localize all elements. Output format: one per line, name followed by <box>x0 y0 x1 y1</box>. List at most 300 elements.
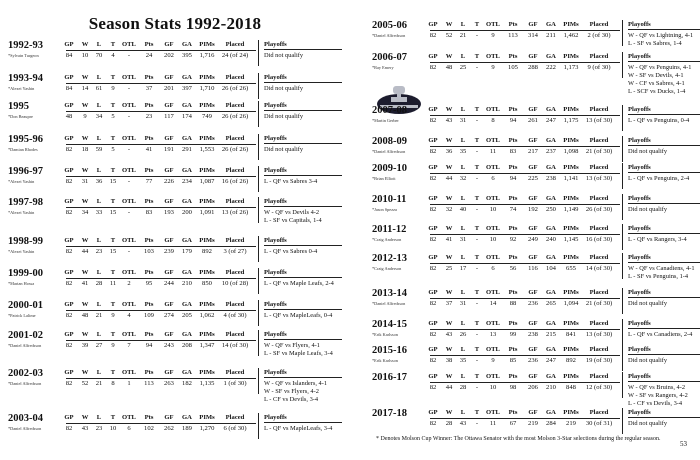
stats-value-cell: 82 <box>429 384 437 391</box>
stats-header-row <box>430 409 620 419</box>
stats-value-cell: 1,145 <box>563 236 579 243</box>
stats-value-cell: 10 <box>489 236 497 243</box>
stats-value-cell: 314 <box>528 32 538 39</box>
stats-value-cell: - <box>127 113 131 120</box>
playoff-result: L - CF vs Devils, 3-4 <box>264 396 319 403</box>
stats-header-cell: L <box>96 167 102 174</box>
stats-value-cell: 21 <box>95 312 103 319</box>
stats-header-cell: OTL <box>486 137 500 144</box>
stats-value-cell: 226 <box>164 178 174 185</box>
stats-header-row <box>430 320 620 330</box>
stats-value-cell: 247 <box>546 357 556 364</box>
stats-header-cell: Placed <box>225 198 245 205</box>
stats-value-cell: 5 <box>111 113 115 120</box>
stats-value-cell: 219 <box>528 420 538 427</box>
stats-value-cell: - <box>475 32 479 39</box>
playoffs-results <box>264 312 348 320</box>
stats-value-cell: 1,141 <box>563 175 579 182</box>
playoffs-header: Playoffs <box>628 164 700 173</box>
stats-value-cell: 9 <box>111 342 115 349</box>
stats-header-cell: Placed <box>589 53 609 60</box>
stats-header-cell: L <box>96 102 102 109</box>
stats-header-cell: Pts <box>508 137 518 144</box>
stats-value-cell: 249 <box>528 236 538 243</box>
stats-value-cell: 14 <box>81 85 89 92</box>
playoff-result: Did not qualify <box>264 52 304 59</box>
stats-header-cell: OTL <box>122 331 136 338</box>
stats-header-cell: GF <box>164 237 174 244</box>
stats-header-cell: L <box>460 53 466 60</box>
column-divider <box>622 288 623 314</box>
column-divider <box>258 40 259 66</box>
stats-header-cell: T <box>110 198 116 205</box>
column-divider <box>258 134 259 160</box>
stats-header-cell: Pts <box>144 167 154 174</box>
stats-value-cell: 82 <box>429 175 437 182</box>
stats-value-cell: 94 <box>509 117 517 124</box>
playoff-result: L - QF vs Rangers, 3-4 <box>628 236 687 243</box>
stats-header-cell: W <box>445 137 453 144</box>
stats-header-cell: L <box>96 135 102 142</box>
stats-header-cell: W <box>445 373 453 380</box>
stats-header-cell: GA <box>546 53 556 60</box>
playoffs-results <box>264 248 348 256</box>
stats-header-cell: W <box>81 237 89 244</box>
playoffs-results <box>628 32 700 48</box>
stats-value-cell: 238 <box>528 331 538 338</box>
stats-header-cell: PIMs <box>199 414 215 421</box>
column-divider <box>622 136 623 162</box>
stats-value-cell: 116 <box>528 265 538 272</box>
stats-value-cell: - <box>475 265 479 272</box>
stats-value-cell: 11 <box>109 280 117 287</box>
season-year: 2011-12 <box>372 224 407 235</box>
stats-header-cell: OTL <box>122 414 136 421</box>
stats-value-cell: - <box>475 420 479 427</box>
stats-value-cell: 61 <box>95 85 103 92</box>
stats-value-cell: 88 <box>509 300 517 307</box>
stats-header-cell: GP <box>64 331 74 338</box>
stats-value-cell: 3 (of 27) <box>223 248 247 255</box>
stats-header-cell: Placed <box>589 137 609 144</box>
stats-header-cell: GP <box>428 346 438 353</box>
stats-header-cell: OTL <box>486 106 500 113</box>
stats-value-cell: 59 <box>95 146 103 153</box>
stats-header-cell: Placed <box>225 237 245 244</box>
stats-value-cell: 262 <box>164 425 174 432</box>
playoffs-results <box>628 265 700 281</box>
stats-header-cell: PIMs <box>199 135 215 142</box>
playoffs-results <box>264 178 348 186</box>
stats-value-cell: 14 (of 30) <box>585 265 613 272</box>
stats-value-cell: 291 <box>182 146 192 153</box>
stats-header-cell: GP <box>428 137 438 144</box>
stats-header-cell: W <box>81 369 89 376</box>
playoff-result: W - QF vs Islanders, 4-1 <box>264 380 328 387</box>
page-number: 53 <box>680 440 687 448</box>
stats-header-row <box>66 414 256 424</box>
stats-header-cell: L <box>460 289 466 296</box>
stats-header-cell: GP <box>64 135 74 142</box>
stats-header-cell: OTL <box>122 237 136 244</box>
stats-header-cell: OTL <box>486 289 500 296</box>
stats-header-cell: PIMs <box>199 301 215 308</box>
stats-header-cell: T <box>110 74 116 81</box>
playoffs-results <box>628 357 700 365</box>
stats-value-cell: 82 <box>429 265 437 272</box>
stats-header-cell: GP <box>428 53 438 60</box>
stats-header-cell: GF <box>164 135 174 142</box>
playoffs-results <box>628 331 700 339</box>
stats-value-cell: 10 <box>81 52 89 59</box>
stats-header-cell: Pts <box>508 289 518 296</box>
stats-header-cell: PIMs <box>563 21 579 28</box>
stats-header-cell: GF <box>164 167 174 174</box>
stats-value-cell: 10 <box>489 206 497 213</box>
column-divider <box>258 413 259 439</box>
stats-header-cell: GA <box>546 21 556 28</box>
stats-value-cell: 52 <box>81 380 89 387</box>
stats-value-cell: 56 <box>509 265 517 272</box>
playoffs-results <box>628 300 700 308</box>
stats-header-cell: W <box>445 225 453 232</box>
stats-header-cell: L <box>460 137 466 144</box>
stats-header-cell: Placed <box>225 414 245 421</box>
stats-header-cell: W <box>445 346 453 353</box>
column-divider <box>258 268 259 294</box>
stats-header-cell: Placed <box>589 164 609 171</box>
footnote: * Denotes Molson Cup Winner: The Ottawa Senator with the most Molson 3-Star selections during the regular season. <box>376 436 661 442</box>
stats-value-cell: 32 <box>445 206 453 213</box>
stats-value-cell: 8 <box>111 380 115 387</box>
stats-header-cell: W <box>445 21 453 28</box>
stats-header-cell: GF <box>528 53 538 60</box>
molson-cup-winner: *Craig Anderson <box>372 237 402 242</box>
stats-value-cell: 48 <box>445 64 453 71</box>
stats-header-cell: GF <box>164 74 174 81</box>
stats-header-cell: W <box>445 164 453 171</box>
stats-value-cell: 1,173 <box>563 64 579 71</box>
stats-header-cell: GF <box>164 41 174 48</box>
stats-header-cell: OTL <box>122 41 136 48</box>
stats-header-cell: T <box>474 195 480 202</box>
stats-value-cell: 82 <box>65 342 73 349</box>
stats-value-cell: 82 <box>429 357 437 364</box>
stats-header-cell: T <box>474 254 480 261</box>
stats-value-cell: 28 <box>445 420 453 427</box>
stats-value-cell: 13 (of 26) <box>221 209 249 216</box>
stats-value-cell: 94 <box>145 342 153 349</box>
stats-header-cell: Pts <box>508 409 518 416</box>
molson-cup-winner: *Martin Gerber <box>372 118 399 123</box>
stats-value-cell: 9 <box>491 32 495 39</box>
playoff-result: W - QF vs Bruins, 4-2 <box>628 384 686 391</box>
stats-value-cell: 94 <box>509 175 517 182</box>
stats-header-cell: PIMs <box>563 164 579 171</box>
stats-header-cell: OTL <box>122 135 136 142</box>
stats-header-cell: GA <box>182 369 192 376</box>
season-year: 2005-06 <box>372 20 407 31</box>
stats-value-cell: 274 <box>164 312 174 319</box>
stats-value-cell: 31 <box>459 117 467 124</box>
stats-header-cell: PIMs <box>563 137 579 144</box>
stats-header-cell: T <box>110 237 116 244</box>
stats-value-cell: 206 <box>528 384 538 391</box>
stats-header-cell: PIMs <box>563 225 579 232</box>
molson-cup-winner: *Don Beaupre <box>8 114 33 119</box>
column-divider <box>258 368 259 394</box>
molson-cup-winner: *Daniel Alfredsson <box>8 381 42 386</box>
playoff-result: L - SF vs Maple Leafs, 3-4 <box>264 350 333 357</box>
stats-header-cell: Placed <box>589 225 609 232</box>
stats-value-cell: 41 <box>445 236 453 243</box>
stats-header-cell: L <box>96 269 102 276</box>
column-divider <box>258 73 259 99</box>
playoff-result: L - SF vs Sabres, 1-4 <box>628 40 682 47</box>
playoffs-results <box>264 85 348 93</box>
stats-value-cell: 215 <box>546 331 556 338</box>
playoff-result: Did not qualify <box>264 85 304 92</box>
stats-value-cell: - <box>475 357 479 364</box>
stats-header-cell: Placed <box>589 409 609 416</box>
stats-value-cell: 9 <box>491 357 495 364</box>
stats-value-cell: 117 <box>164 113 174 120</box>
season-block <box>8 73 348 103</box>
stats-header-cell: Placed <box>589 289 609 296</box>
stats-value-cell: 21 <box>459 32 467 39</box>
playoff-result: L - CF vs Devils, 3-4 <box>628 400 683 407</box>
stats-value-cell: 6 <box>491 265 495 272</box>
stats-header-cell: T <box>110 301 116 308</box>
molson-cup-winner: *Daniel Alfredsson <box>8 426 42 431</box>
stats-header-cell: GA <box>546 106 556 113</box>
column-divider <box>258 166 259 192</box>
stats-value-cell: 82 <box>429 148 437 155</box>
stats-header-cell: PIMs <box>563 373 579 380</box>
playoff-result: L - QF vs Sabres 3-4 <box>264 178 318 185</box>
playoff-result: W - QF vs Lightning, 4-1 <box>628 32 694 39</box>
stats-header-row <box>430 346 620 356</box>
molson-cup-winner: *Alexei Yashin <box>8 210 35 215</box>
stats-value-cell: 26 <box>459 331 467 338</box>
molson-cup-winner: *Damian Rhodes <box>8 147 38 152</box>
playoffs-header: Playoffs <box>264 301 342 310</box>
stats-header-row <box>66 135 256 145</box>
season-year: 2013-14 <box>372 288 407 299</box>
stats-header-cell: GP <box>64 369 74 376</box>
season-block <box>8 368 348 403</box>
stats-value-cell: 13 <box>489 331 497 338</box>
stats-header-cell: T <box>474 320 480 327</box>
stats-value-cell: 83 <box>145 209 153 216</box>
stats-header-cell: L <box>460 225 466 232</box>
stats-header-cell: GP <box>64 102 74 109</box>
stats-header-cell: GF <box>528 225 538 232</box>
stats-value-cell: 39 <box>81 342 89 349</box>
stats-header-row <box>430 164 620 174</box>
stats-header-cell: L <box>460 346 466 353</box>
stats-value-cell: 26 (of 26) <box>221 146 249 153</box>
stats-header-cell: T <box>474 164 480 171</box>
molson-cup-winner: *Daniel Alfredsson <box>372 301 406 306</box>
stats-header-cell: GF <box>164 198 174 205</box>
stats-header-cell: T <box>474 53 480 60</box>
stats-value-cell: 247 <box>546 117 556 124</box>
stats-header-cell: PIMs <box>199 237 215 244</box>
stats-value-cell: 43 <box>445 331 453 338</box>
stats-header-cell: Pts <box>144 331 154 338</box>
stats-header-cell: OTL <box>486 373 500 380</box>
stats-value-cell: - <box>475 64 479 71</box>
stats-header-cell: Placed <box>589 254 609 261</box>
stats-header-cell: L <box>460 254 466 261</box>
stats-header-cell: GP <box>64 198 74 205</box>
stats-header-cell: OTL <box>122 369 136 376</box>
logo-cup-base <box>391 97 407 102</box>
stats-header-row <box>66 331 256 341</box>
playoffs-results <box>628 420 700 428</box>
stats-header-row <box>430 254 620 264</box>
stats-header-cell: PIMs <box>563 195 579 202</box>
stats-value-cell: 850 <box>202 280 212 287</box>
stats-header-cell: Placed <box>225 74 245 81</box>
stats-header-cell: GA <box>182 269 192 276</box>
column-divider <box>622 194 623 220</box>
stats-header-cell: Placed <box>589 195 609 202</box>
season-year: 2010-11 <box>372 194 407 205</box>
stats-header-cell: W <box>81 198 89 205</box>
stats-value-cell: 208 <box>182 342 192 349</box>
stats-header-row <box>430 53 620 63</box>
stats-header-cell: Pts <box>508 320 518 327</box>
stats-header-cell: GF <box>528 289 538 296</box>
stats-value-cell: 83 <box>509 148 517 155</box>
season-year: 2001-02 <box>8 330 43 341</box>
stats-value-cell: 85 <box>509 357 517 364</box>
season-block <box>372 288 700 318</box>
stats-value-cell: 82 <box>65 248 73 255</box>
stats-header-row <box>66 167 256 177</box>
stats-header-cell: GA <box>546 254 556 261</box>
season-block <box>372 372 700 407</box>
stats-header-cell: GA <box>546 195 556 202</box>
stats-header-cell: GF <box>528 21 538 28</box>
stats-value-cell: 25 <box>445 265 453 272</box>
stats-value-cell: 217 <box>528 148 538 155</box>
stats-value-cell: 9 <box>111 85 115 92</box>
stats-header-row <box>66 198 256 208</box>
stats-header-cell: T <box>110 414 116 421</box>
playoffs-header: Playoffs <box>628 320 700 329</box>
stats-header-row <box>430 195 620 205</box>
stats-value-cell: 44 <box>445 175 453 182</box>
stats-value-cell: 48 <box>81 312 89 319</box>
stats-value-cell: 240 <box>546 236 556 243</box>
stats-header-cell: GA <box>182 102 192 109</box>
stats-header-cell: PIMs <box>199 331 215 338</box>
playoff-result: Did not qualify <box>628 420 668 427</box>
stats-header-cell: OTL <box>486 195 500 202</box>
stats-header-cell: GA <box>182 331 192 338</box>
season-block <box>8 40 348 70</box>
stats-value-cell: 82 <box>65 280 73 287</box>
column-divider <box>622 105 623 131</box>
stats-value-cell: 16 (of 26) <box>221 178 249 185</box>
stats-value-cell: 222 <box>546 64 556 71</box>
playoffs-header: Playoffs <box>264 369 342 378</box>
season-block <box>8 166 348 196</box>
stats-header-cell: Pts <box>144 269 154 276</box>
season-block <box>8 413 348 443</box>
molson-cup-winner: *Erik Karlsson <box>372 358 398 363</box>
molson-cup-winner: *Craig Anderson <box>372 266 402 271</box>
stats-value-cell: 23 <box>95 425 103 432</box>
stats-value-cell: 7 <box>127 342 131 349</box>
playoffs-header: Playoffs <box>628 254 700 263</box>
stats-value-cell: 749 <box>202 113 212 120</box>
stats-header-cell: Placed <box>225 167 245 174</box>
playoffs-header: Playoffs <box>264 269 342 278</box>
playoffs-results <box>628 175 700 183</box>
playoff-result: Did not qualify <box>628 357 668 364</box>
stats-value-cell: 1,270 <box>199 425 215 432</box>
stats-header-cell: W <box>81 269 89 276</box>
playoff-result: L - QF vs Penguins, 2-4 <box>628 175 690 182</box>
playoffs-header: Playoffs <box>628 106 700 115</box>
stats-value-cell: - <box>127 146 131 153</box>
stats-value-cell: 1,462 <box>563 32 579 39</box>
stats-header-cell: Pts <box>508 225 518 232</box>
stats-header-cell: Placed <box>589 21 609 28</box>
playoffs-results <box>628 148 700 156</box>
stats-value-cell: 10 <box>109 425 117 432</box>
stats-value-cell: 82 <box>429 300 437 307</box>
stats-header-cell: GA <box>182 74 192 81</box>
season-year: 2000-01 <box>8 300 43 311</box>
stats-header-row <box>66 237 256 247</box>
stats-header-cell: Placed <box>225 102 245 109</box>
stats-value-cell: 236 <box>528 357 538 364</box>
season-block <box>8 300 348 330</box>
stats-value-cell: 84 <box>65 85 73 92</box>
stats-header-cell: GP <box>428 225 438 232</box>
stats-value-cell: 27 <box>95 342 103 349</box>
playoff-result: L - QF vs Maple Leafs, 2-4 <box>264 280 334 287</box>
stats-value-cell: 23 <box>145 113 153 120</box>
stats-value-cell: - <box>127 178 131 185</box>
column-divider <box>622 408 623 434</box>
stats-header-cell: L <box>96 369 102 376</box>
stats-header-cell: OTL <box>122 198 136 205</box>
stats-header-cell: GA <box>546 164 556 171</box>
stats-header-cell: GF <box>164 269 174 276</box>
stats-value-cell: 12 (of 30) <box>585 384 613 391</box>
stats-value-cell: - <box>475 175 479 182</box>
stats-value-cell: 21 <box>95 380 103 387</box>
stats-header-cell: Placed <box>589 106 609 113</box>
stats-header-cell: PIMs <box>199 198 215 205</box>
stats-value-cell: 40 <box>459 206 467 213</box>
stats-header-cell: PIMs <box>563 53 579 60</box>
stats-value-cell: 31 <box>459 300 467 307</box>
playoffs-header: Playoffs <box>628 21 700 30</box>
stats-value-cell: 1,087 <box>199 178 215 185</box>
stats-value-cell: 82 <box>429 64 437 71</box>
stats-header-cell: OTL <box>122 102 136 109</box>
stats-value-cell: 9 (of 30) <box>587 64 611 71</box>
stats-value-cell: 43 <box>445 117 453 124</box>
molson-cup-winner: *Ray Emery <box>372 65 394 70</box>
